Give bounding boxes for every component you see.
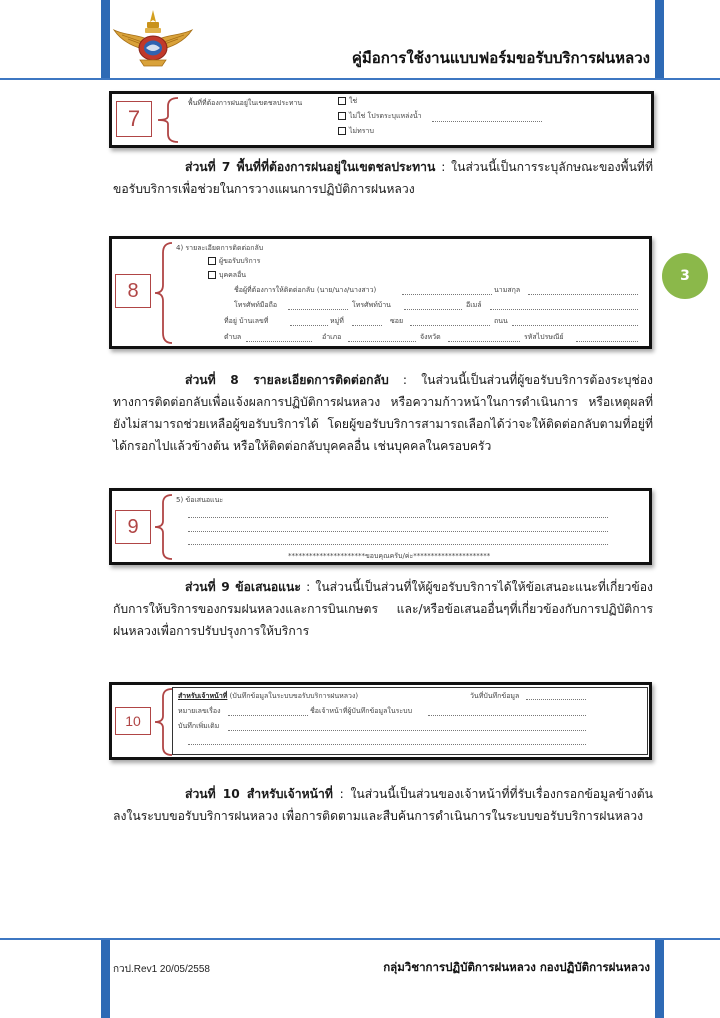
- section10-notes: บันทึกเพิ่มเติม: [178, 722, 220, 730]
- section8-line-moo: [352, 325, 382, 326]
- section8-province: จังหวัด: [420, 333, 441, 341]
- section9-brace: [152, 493, 176, 561]
- section10-line-notes-1: [228, 730, 586, 731]
- section9-description: [113, 576, 653, 642]
- section7-option-no: ไม่ใช่ โปรดระบุแหล่งน้ำ: [338, 111, 422, 122]
- section8-line-province: [448, 341, 520, 342]
- section9-form-title: 5) ข้อเสนอแนะ: [176, 496, 224, 504]
- section8-number-box: 8: [115, 274, 151, 308]
- section7-option-unknown: ไม่ทราบ: [338, 126, 374, 137]
- section10-line-case: [228, 715, 308, 716]
- section8-line-subdistrict: [246, 341, 312, 342]
- section10-line-date: [526, 699, 586, 700]
- section7-description: [113, 156, 653, 200]
- section9-thanks: **********************ขอบคุณครับ/ค่ะ**********************: [288, 552, 491, 560]
- section10-form-title: สำหรับเจ้าหน้าที่ (บันทึกข้อมูลในระบบขอรับบริการฝนหลวง): [178, 692, 359, 700]
- document-title: คู่มือการใช้งานแบบฟอร์มขอรับบริการฝนหลวง: [351, 49, 650, 67]
- section8-home-phone: โทรศัพท์บ้าน: [352, 301, 391, 309]
- section8-line-mobile: [288, 309, 348, 310]
- footer-blue-bar-left: [101, 940, 110, 1018]
- section9-line-1: [188, 517, 608, 518]
- section9-number-box: 9: [115, 510, 151, 544]
- page-number-badge: 3: [662, 253, 708, 299]
- section8-line-surname: [528, 294, 638, 295]
- footer-revision: กวป.Rev1 20/05/2558: [113, 964, 210, 975]
- section7-water-source-line: [432, 121, 542, 122]
- section8-line-email: [490, 309, 638, 310]
- section8-house-no: ที่อยู่ บ้านเลขที่: [224, 317, 269, 325]
- section8-option-other: บุคคลอื่น: [208, 270, 246, 281]
- section8-line-homephone: [404, 309, 462, 310]
- section10-record-date: วันที่บันทึกข้อมูล: [470, 692, 520, 700]
- section8-line-houseno: [290, 325, 328, 326]
- section9-line-2: [188, 531, 608, 532]
- section8-mobile: โทรศัพท์มือถือ: [234, 301, 278, 309]
- section8-email: อีเมล์: [466, 301, 482, 309]
- royal-rainmaking-emblem: [112, 8, 194, 70]
- section8-postcode: รหัสไปรษณีย์: [524, 333, 564, 341]
- section8-line-road: [512, 325, 638, 326]
- section7-brace: [154, 96, 182, 144]
- section9-form-image: [109, 488, 652, 565]
- section8-moo: หมู่ที่: [330, 317, 344, 325]
- footer-department: กลุ่มวิชาการปฏิบัติการฝนหลวง กองปฏิบัติการฝนหลวง: [383, 960, 650, 974]
- header-blue-bar-left: [101, 0, 110, 78]
- section8-subdistrict: ตำบล: [224, 333, 242, 341]
- header-rule: [0, 78, 720, 80]
- section7-body: : ในส่วนนี้เป็นการระบุลักษณะของพื้นที่ที่ขอรับบริการเพื่อช่วยในการวางแผนการปฏิบัติการฝนหลวง: [113, 160, 653, 196]
- section9-body: : ในส่วนนี้เป็นส่วนที่ให้ผู้ขอรับบริการได้ให้ข้อเสนอะแนะที่เกี่ยวข้องกับการให้บริการของกรมฝนหลวงและการบินเกษตร และ/หรือข้อเสนออื่นๆที่เกี่ยวข้องกับการปฏิบัติการฝนหลวงเพื่อการปรับปรุงการให้บริการ: [113, 580, 653, 638]
- section10-description: [113, 783, 653, 827]
- section8-line-soi: [410, 325, 490, 326]
- section9-line-3: [188, 544, 608, 545]
- section10-body: : ในส่วนนี้เป็นส่วนของเจ้าหน้าที่ที่รับเรื่องกรอกข้อมูลข้างต้นลงในระบบขอรับบริการฝนหลวง เพื่อการติดตามและสืบค้นการดำเนินการในระบบขอรับบริการฝนหลวง: [113, 787, 653, 823]
- section8-form-title: 4) รายละเอียดการติดต่อกลับ: [176, 244, 264, 252]
- section8-heading: ส่วนที่ 8 รายละเอียดการติดต่อกลับ: [185, 373, 389, 387]
- footer-blue-bar-right: [655, 940, 664, 1018]
- section8-soi: ซอย: [390, 317, 404, 325]
- header-blue-bar-right: [655, 0, 664, 78]
- section7-heading: ส่วนที่ 7 พื้นที่ที่ต้องการฝนอยู่ในเขตชลประทาน: [185, 160, 436, 174]
- section8-road: ถนน: [494, 317, 508, 325]
- section10-line-notes-2: [188, 744, 586, 745]
- section10-line-officer: [428, 715, 586, 716]
- section8-brace: [152, 241, 176, 345]
- section8-line-district: [348, 341, 416, 342]
- section8-line-postcode: [576, 341, 638, 342]
- section8-surname: นามสกุล: [494, 286, 521, 294]
- section8-district: อำเภอ: [322, 333, 342, 341]
- section7-form-image: [109, 91, 654, 148]
- section10-form-image: [109, 682, 652, 760]
- section9-heading: ส่วนที่ 9 ข้อเสนอแนะ: [185, 580, 301, 594]
- section10-number-box: 10: [115, 707, 151, 735]
- section8-contact-name: ชื่อผู้ที่ต้องการให้ติดต่อกลับ (นาย/นาง/นางสาว): [234, 286, 377, 294]
- section8-form-image: [109, 236, 652, 349]
- section10-officer-name: ชื่อเจ้าหน้าที่ผู้บันทึกข้อมูลในระบบ: [310, 707, 413, 715]
- section10-case-number: หมายเลขเรื่อง: [178, 707, 221, 715]
- section8-option-requester: ผู้ขอรับบริการ: [208, 256, 260, 267]
- section7-number-box: 7: [116, 101, 152, 137]
- section8-line-name: [402, 294, 492, 295]
- section10-heading: ส่วนที่ 10 สำหรับเจ้าหน้าที่: [185, 787, 333, 801]
- section8-body: : ในส่วนนี้เป็นส่วนที่ผู้ขอรับบริการต้องระบุช่องทางการติดต่อกลับเพื่อแจ้งผลการปฏิบัติการฝนหลวง หรือความก้าวหน้าในการดำเนินการ หรือเหตุผลที่ยังไม่สามารถช่วยเหลือผู้ขอรับบริการได้ โดยผู้ขอรับบริการสามารถเลือกได้ว่าจะให้ติดต่อกลับตามที่อยู่ที่ได้กรอกไปแล้วข้างต้น หรือให้ติดต่อกลับบุคคลอื่น เช่นบุคคลในครอบครัว: [113, 373, 653, 453]
- section8-description: [113, 369, 653, 457]
- section7-option-yes: ใช่: [338, 96, 357, 107]
- section7-form-label: พื้นที่ที่ต้องการฝนอยู่ในเขตชลประทาน: [188, 99, 303, 107]
